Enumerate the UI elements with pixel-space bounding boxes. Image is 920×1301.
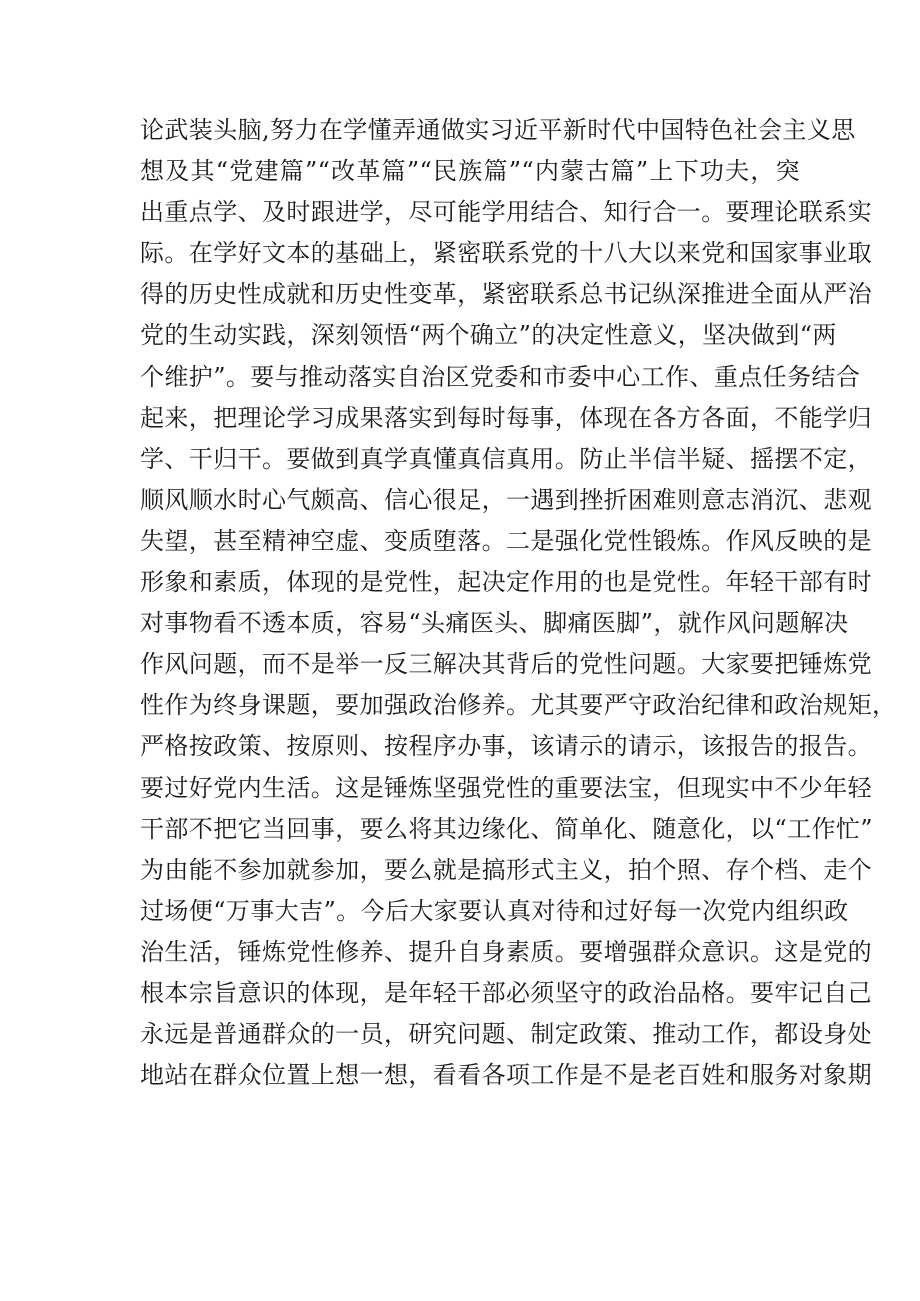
text-line: 出重点学、及时跟进学，尽可能学用结合、知行合一。要理论联系实	[140, 198, 872, 227]
text-line: 地站在群众位置上想一想，看看各项工作是不是老百姓和服务对象期	[140, 1061, 872, 1090]
text-line: 个维护”。要与推动落实自治区党委和市委中心工作、重点任务结合	[140, 362, 861, 391]
text-line: 起来，把理论学习成果落实到每时每事，体现在各方各面，不能学归	[140, 403, 872, 432]
text-line: 治生活，锤炼党性修养、提升自身素质。要增强群众意识。这是党的	[140, 937, 872, 966]
text-line: 性作为终身课题，要加强政治修养。尤其要严守政治纪律和政治规矩，	[140, 691, 897, 720]
text-line: 严格按政策、按原则、按程序办事，该请示的请示，该报告的报告。	[140, 732, 872, 761]
text-line: 党的生动实践，深刻领悟“两个确立”的决定性意义，坚决做到“两	[140, 321, 837, 350]
text-line: 根本宗旨意识的体现，是年轻干部必须坚守的政治品格。要牢记自己	[140, 978, 872, 1007]
body-paragraph	[140, 110, 897, 1096]
text-line: 对事物看不透本质，容易“头痛医头、脚痛医脚”，就作风问题解决	[140, 609, 849, 638]
text-line: 想及其“党建篇”“改革篇”“民族篇”“内蒙古篇”上下功夫，突	[140, 157, 800, 186]
text-line: 形象和素质，体现的是党性，起决定作用的也是党性。年轻干部有时	[140, 568, 872, 597]
text-line: 论武装头脑,努力在学懂弄通做实习近平新时代中国特色社会主义思	[140, 116, 856, 144]
text-line: 作风问题，而不是举一反三解决其背后的党性问题。大家要把锤炼党	[140, 650, 872, 679]
text-line: 过场便“万事大吉”。今后大家要认真对待和过好每一次党内组织政	[140, 896, 849, 925]
text-line: 要过好党内生活。这是锤炼坚强党性的重要法宝，但现实中不少年轻	[140, 773, 872, 802]
text-line: 失望，甚至精神空虚、变质堕落。二是强化党性锻炼。作风反映的是	[140, 526, 872, 555]
text-line: 顺风顺水时心气颇高、信心很足，一遇到挫折困难则意志消沉、悲观	[140, 485, 872, 514]
text-line: 际。在学好文本的基础上，紧密联系党的十八大以来党和国家事业取	[140, 239, 872, 268]
text-line: 得的历史性成就和历史性变革，紧密联系总书记纵深推进全面从严治	[140, 280, 872, 309]
text-line: 学、干归干。要做到真学真懂真信真用。防止半信半疑、摇摆不定，	[140, 444, 872, 473]
text-line: 干部不把它当回事，要么将其边缘化、简单化、随意化，以“工作忙”	[140, 814, 873, 843]
text-line: 为由能不参加就参加，要么就是搞形式主义，拍个照、存个档、走个	[140, 855, 872, 884]
text-line: 永远是普通群众的一员，研究问题、制定政策、推动工作，都设身处	[140, 1020, 872, 1049]
